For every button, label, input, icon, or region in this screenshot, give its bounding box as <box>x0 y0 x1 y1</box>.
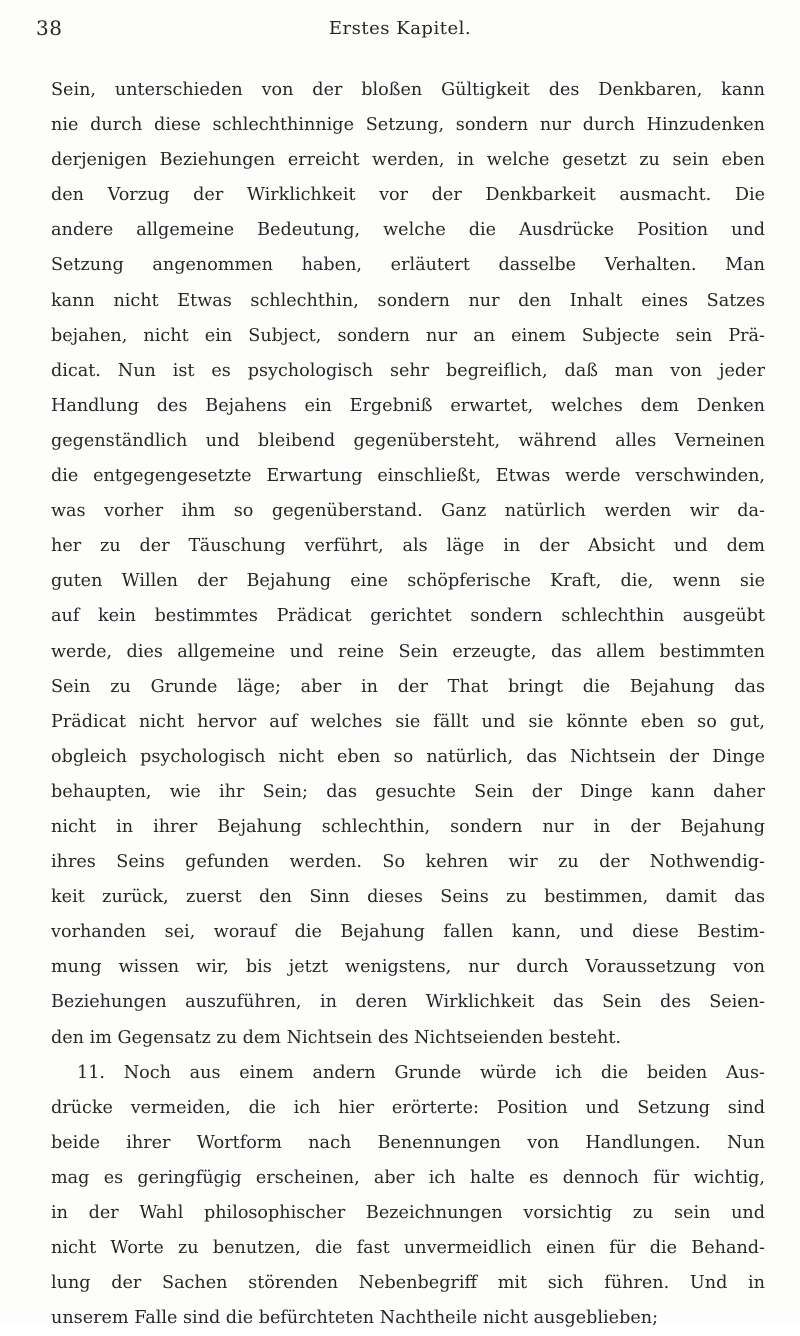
text-line: guten Willen der Bejahung eine schöpferische Kraft, die, wenn sie <box>51 571 765 592</box>
text-line: mung wissen wir, bis jetzt wenigstens, nur durch Voraussetzung von <box>51 957 765 978</box>
text-line: nie durch diese schlechthinnige Setzung, sondern nur durch Hinzudenken <box>51 115 765 136</box>
text-line: Setzung angenommen haben, erläutert dasselbe Verhalten. Man <box>51 255 765 276</box>
text-line: die entgegengesetzte Erwartung einschließt, Etwas werde verschwinden, <box>51 466 765 487</box>
text-line: was vorher ihm so gegenüberstand. Ganz natürlich werden wir da- <box>51 501 765 522</box>
text-line: derjenigen Beziehungen erreicht werden, in welche gesetzt zu sein eben <box>51 150 765 171</box>
text-line: beide ihrer Wortform nach Benennungen von Handlungen. Nun <box>51 1132 765 1153</box>
text-line: 11. Noch aus einem andern Grunde würde ich die beiden Aus- <box>77 1062 765 1083</box>
text-line: unserem Falle sind die befürchteten Nachtheile nicht ausgeblieben; <box>51 1308 659 1329</box>
text-line: kann nicht Etwas schlechthin, sondern nur den Inhalt eines Satzes <box>51 290 765 311</box>
text-line: Sein zu Grunde läge; aber in der That bringt die Bejahung das <box>51 676 765 697</box>
text-line: Handlung des Bejahens ein Ergebniß erwartet, welches dem Denken <box>51 395 765 416</box>
text-line: lung der Sachen störenden Nebenbegriff mit sich führen. Und in <box>51 1273 765 1294</box>
text-line: den Vorzug der Wirklichkeit vor der Denkbarkeit ausmacht. Die <box>51 185 765 206</box>
text-line: Beziehungen auszuführen, in deren Wirklichkeit das Sein des Seien- <box>51 992 765 1013</box>
running-title: Erstes Kapitel. <box>328 18 472 39</box>
running-header <box>36 14 764 48</box>
text-line: drücke vermeiden, die ich hier erörterte: Position und Setzung sind <box>51 1097 765 1118</box>
text-line: obgleich psychologisch nicht eben so natürlich, das Nichtsein der Dinge <box>51 746 765 767</box>
text-line: keit zurück, zuerst den Sinn dieses Seins zu bestimmen, damit das <box>51 887 765 908</box>
text-line: werde, dies allgemeine und reine Sein erzeugte, das allem bestimmten <box>51 641 765 662</box>
body-text <box>51 73 765 1336</box>
text-line: behaupten, wie ihr Sein; das gesuchte Sein der Dinge kann daher <box>51 781 765 802</box>
text-line: in der Wahl philosophischer Bezeichnungen vorsichtig zu sein und <box>51 1203 765 1223</box>
text-line: her zu der Täuschung verführt, als läge in der Absicht und dem <box>51 536 765 557</box>
text-line: auf kein bestimmtes Prädicat gerichtet sondern schlechthin ausgeübt <box>51 606 765 627</box>
text-line: mag es geringfügig erscheinen, aber ich halte es dennoch für wichtig, <box>51 1167 765 1188</box>
page-number: 38 <box>36 16 63 40</box>
text-line: den im Gegensatz zu dem Nichtsein des Nichtseienden besteht. <box>51 1027 621 1048</box>
text-line: gegenständlich und bleibend gegenübersteht, während alles Verneinen <box>51 430 765 451</box>
text-line: Sein, unterschieden von der bloßen Gültigkeit des Denkbaren, kann <box>51 80 765 100</box>
text-line: nicht Worte zu benutzen, die fast unvermeidlich einen für die Behand- <box>51 1238 765 1259</box>
text-line: andere allgemeine Bedeutung, welche die Ausdrücke Position und <box>51 220 765 241</box>
text-line: vorhanden sei, worauf die Bejahung fallen kann, und diese Bestim- <box>51 922 765 943</box>
text-line: ihres Seins gefunden werden. So kehren wir zu der Nothwendig- <box>51 852 765 873</box>
text-line: nicht in ihrer Bejahung schlechthin, sondern nur in der Bejahung <box>51 816 765 837</box>
text-line: dicat. Nun ist es psychologisch sehr begreiflich, daß man von jeder <box>51 360 765 381</box>
text-line: bejahen, nicht ein Subject, sondern nur an einem Subjecte sein Prä- <box>51 325 765 346</box>
text-line: Prädicat nicht hervor auf welches sie fällt und sie könnte eben so gut, <box>51 711 765 732</box>
